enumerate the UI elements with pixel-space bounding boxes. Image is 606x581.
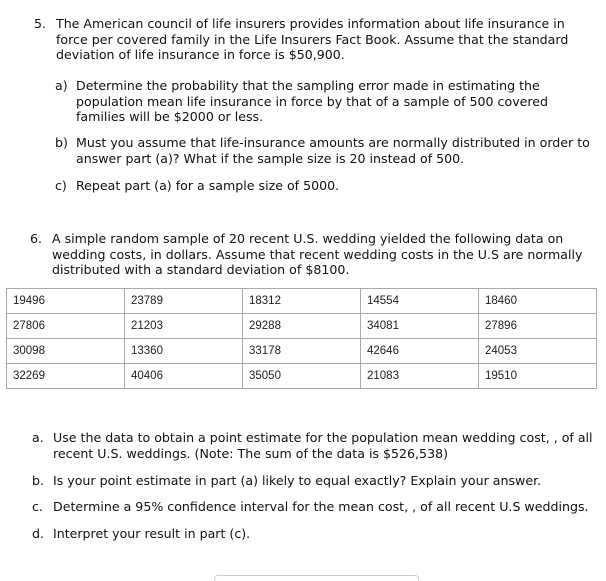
part-text: Must you assume that life-insurance amounts are normally distributed in order to answer part (a)? What if the sample size is 20 instead of 500. <box>76 135 590 166</box>
table-cell: 29288 <box>243 314 361 339</box>
table-cell: 18312 <box>243 289 361 314</box>
table-cell: 19496 <box>7 289 125 314</box>
table-cell: 13360 <box>125 339 243 364</box>
part-label: a. <box>32 430 44 445</box>
table-row <box>7 364 597 389</box>
part-text: Interpret your result in part (c). <box>53 526 251 541</box>
question-6-part-a <box>32 430 596 461</box>
question-6-part-b <box>32 473 596 489</box>
part-text: Is your point estimate in part (a) likely to equal exactly? Explain your answer. <box>53 473 542 488</box>
question-text: The American council of life insurers provides information about life insurance in force per covered family in the Life Insurers Fact Book. Assume that the standard deviation of life insurance in force is $50,900. <box>56 16 569 62</box>
table-row <box>7 314 597 339</box>
wedding-cost-table <box>6 288 597 389</box>
table-cell: 24053 <box>479 339 597 364</box>
part-label: c. <box>32 499 43 514</box>
table-cell: 19510 <box>479 364 597 389</box>
table-cell: 21083 <box>361 364 479 389</box>
part-text: Determine a 95% confidence interval for the mean cost, , of all recent U.S weddings. <box>53 499 589 514</box>
table-cell: 21203 <box>125 314 243 339</box>
part-label: b) <box>55 135 68 150</box>
part-label: b. <box>32 473 44 488</box>
question-number: 5. <box>34 16 47 31</box>
table-cell: 35050 <box>243 364 361 389</box>
part-text: Repeat part (a) for a sample size of 5000. <box>76 178 340 193</box>
question-6-part-c <box>32 499 596 515</box>
question-number: 6. <box>30 231 43 246</box>
part-label: c) <box>55 178 67 193</box>
question-6 <box>30 231 586 278</box>
table-cell: 14554 <box>361 289 479 314</box>
question-5-part-b <box>55 135 596 166</box>
question-5-part-a <box>55 78 596 125</box>
question-text: A simple random sample of 20 recent U.S. wedding yielded the following data on wedding costs, in dollars. Assume that recent wedding costs in the U.S are normally distributed with a standard deviation of $8100. <box>52 231 583 277</box>
table-cell: 32269 <box>7 364 125 389</box>
table-cell: 27896 <box>479 314 597 339</box>
table-row <box>7 339 597 364</box>
question-6-part-d <box>32 526 596 542</box>
part-label: d. <box>32 526 44 541</box>
part-text: Use the data to obtain a point estimate for the population mean wedding cost, , of all recent U.S. weddings. (Note: The sum of the data is $526,538) <box>53 430 593 461</box>
bottom-edge-divider <box>214 575 419 581</box>
part-label: a) <box>55 78 68 93</box>
table-cell: 18460 <box>479 289 597 314</box>
question-5-part-c <box>55 178 596 194</box>
part-text: Determine the probability that the sampling error made in estimating the population mean life insurance in force by that of a sample of 500 covered families will be $2000 or less. <box>76 78 549 124</box>
table-cell: 34081 <box>361 314 479 339</box>
table-cell: 40406 <box>125 364 243 389</box>
table-cell: 42646 <box>361 339 479 364</box>
question-5 <box>34 16 596 63</box>
table-row <box>7 289 597 314</box>
table-cell: 27806 <box>7 314 125 339</box>
table-cell: 33178 <box>243 339 361 364</box>
table-cell: 30098 <box>7 339 125 364</box>
table-cell: 23789 <box>125 289 243 314</box>
